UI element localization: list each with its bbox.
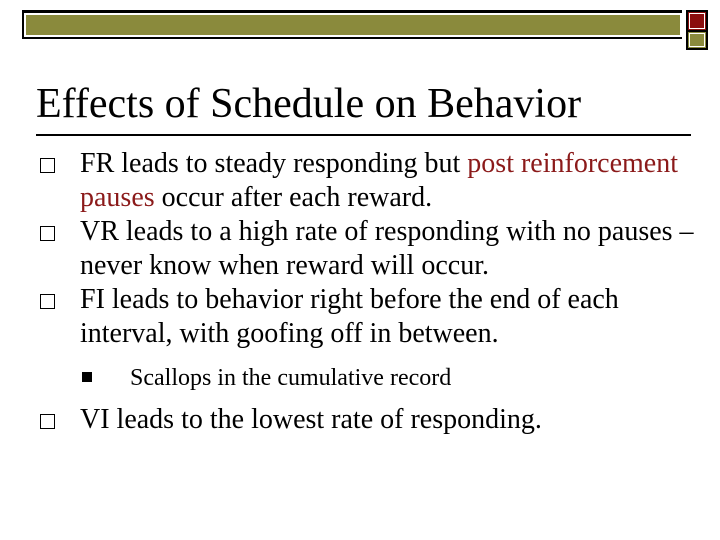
hollow-square-bullet-icon [40,158,55,173]
bullet-item-fi [36,283,696,351]
title-divider [36,134,691,136]
hollow-square-bullet-icon [40,414,55,429]
bullet-item-vr [36,215,696,283]
decorative-square-olive [686,30,708,50]
bullet-text-post: occur after each reward. [154,182,433,213]
bullet-text: VI leads to the lowest rate of responding. [80,404,542,435]
bullet-text: FI leads to behavior right before the end of each interval, with goofing off in between. [80,284,619,349]
bullet-text-pre: FR leads to steady responding but [80,148,468,179]
sub-bullet-text: Scallops in the cumulative record [130,365,452,391]
bullet-text: VR leads to a high rate of responding with no pauses – never know when reward will occur. [80,216,694,281]
hollow-square-bullet-icon [40,294,55,309]
bullet-item-vi [36,403,696,437]
bullet-list [36,147,696,437]
sub-bullet-item [36,361,696,395]
bullet-highlight: post reinforcement pauses [80,148,678,213]
header-decoration-bar [22,10,682,39]
slide-title: Effects of Schedule on Behavior [36,81,582,127]
filled-square-bullet-icon [82,372,92,382]
hollow-square-bullet-icon [40,226,55,241]
bullet-item-fr [36,147,696,215]
decorative-square-red [686,10,708,32]
